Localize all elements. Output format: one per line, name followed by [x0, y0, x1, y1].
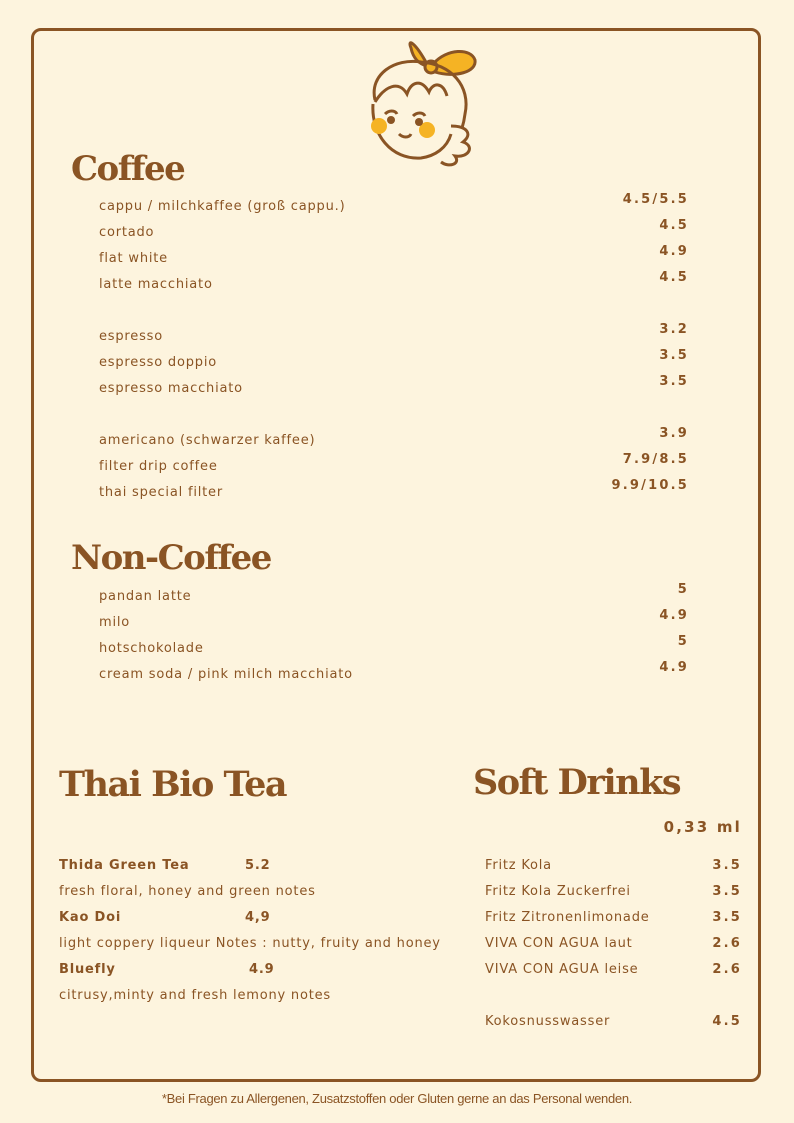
- non-coffee-item-name: milo: [99, 615, 131, 630]
- non-coffee-item-price: 4.9: [659, 608, 689, 623]
- coffee-item-name: flat white: [99, 251, 168, 266]
- soft-drink-price: 2.6: [712, 962, 742, 977]
- coffee-item-name: filter drip coffee: [99, 459, 218, 474]
- tea-price: 5.2: [245, 858, 271, 873]
- soft-drink-price: 3.5: [712, 858, 742, 873]
- coffee-item-price: 3.2: [659, 322, 689, 337]
- non-coffee-item-name: pandan latte: [99, 589, 192, 604]
- soft-drink-name: Kokosnusswasser: [485, 1014, 611, 1029]
- soft-drinks-volume: 0,33 ml: [663, 818, 742, 836]
- coffee-item-price: 4.5: [659, 218, 689, 233]
- tea-price: 4,9: [245, 910, 271, 925]
- coffee-item-name: cappu / milchkaffee (groß cappu.): [99, 199, 346, 214]
- non-coffee-item-name: hotschokolade: [99, 641, 204, 656]
- soft-drink-name: Fritz Zitronenlimonade: [485, 910, 650, 925]
- coffee-item-price: 3.5: [659, 348, 689, 363]
- tea-notes: light coppery liqueur Notes : nutty, fruity and honey: [59, 936, 441, 951]
- tea-notes: fresh floral, honey and green notes: [59, 884, 316, 899]
- coffee-item-name: cortado: [99, 225, 155, 240]
- allergen-footnote: *Bei Fragen zu Allergenen, Zusatzstoffen oder Gluten gerne an das Personal wenden.: [161, 1091, 633, 1106]
- coffee-heading: Coffee: [71, 149, 185, 189]
- soft-drink-name: Fritz Kola Zuckerfrei: [485, 884, 631, 899]
- soft-drinks-heading: Soft Drinks: [473, 762, 681, 803]
- tea-notes: citrusy,minty and fresh lemony notes: [59, 988, 331, 1003]
- non-coffee-heading: Non-Coffee: [71, 538, 271, 578]
- coffee-item-price: 9.9/10.5: [611, 478, 689, 493]
- soft-drink-price: 4.5: [712, 1014, 742, 1029]
- tea-name: Bluefly: [59, 962, 116, 977]
- soft-drink-price: 3.5: [712, 910, 742, 925]
- coffee-item-name: thai special filter: [99, 485, 223, 500]
- soft-drink-price: 2.6: [712, 936, 742, 951]
- coffee-item-price: 4.9: [659, 244, 689, 259]
- non-coffee-item-name: cream soda / pink milch macchiato: [99, 667, 353, 682]
- non-coffee-item-price: 4.9: [659, 660, 689, 675]
- coffee-item-name: espresso doppio: [99, 355, 217, 370]
- girl-mascot-logo: [355, 34, 487, 174]
- soft-drink-price: 3.5: [712, 884, 742, 899]
- coffee-item-price: 4.5/5.5: [622, 192, 689, 207]
- coffee-item-price: 3.5: [659, 374, 689, 389]
- thai-tea-heading: Thai Bio Tea: [59, 764, 287, 805]
- coffee-item-name: americano (schwarzer kaffee): [99, 433, 316, 448]
- tea-name: Kao Doi: [59, 910, 122, 925]
- coffee-item-name: latte macchiato: [99, 277, 213, 292]
- coffee-item-name: espresso macchiato: [99, 381, 243, 396]
- coffee-item-price: 4.5: [659, 270, 689, 285]
- non-coffee-item-price: 5: [677, 634, 689, 649]
- soft-drink-name: VIVA CON AGUA leise: [485, 962, 639, 977]
- coffee-item-price: 3.9: [659, 426, 689, 441]
- soft-drink-name: Fritz Kola: [485, 858, 552, 873]
- non-coffee-item-price: 5: [677, 582, 689, 597]
- soft-drink-name: VIVA CON AGUA laut: [485, 936, 633, 951]
- tea-name: Thida Green Tea: [59, 858, 190, 873]
- coffee-item-price: 7.9/8.5: [622, 452, 689, 467]
- coffee-item-name: espresso: [99, 329, 163, 344]
- tea-price: 4.9: [249, 962, 275, 977]
